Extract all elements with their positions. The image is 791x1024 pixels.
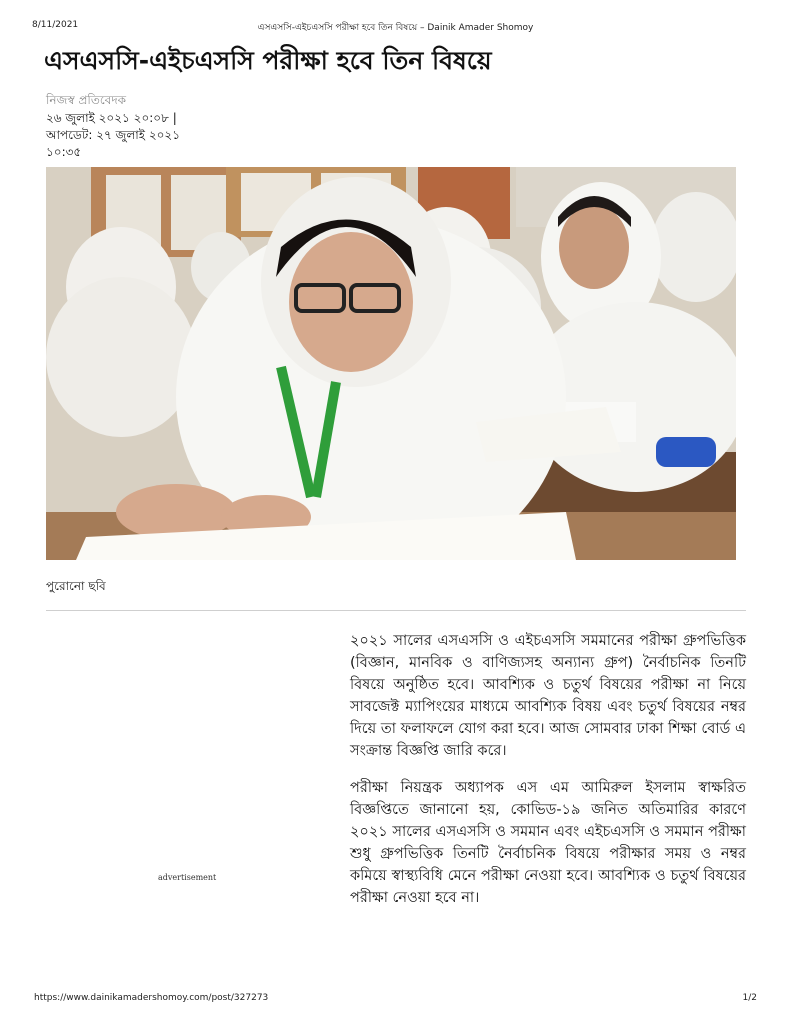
article-paragraph: ২০২১ সালের এসএসসি ও এইচএসসি সমমানের পরীক্ষা গ্রুপভিত্তিক (বিজ্ঞান, মানবিক ও বাণিজ্যসহ অন্যান্য গ্রুপ) নৈর্বাচনিক তিনটি বিষয়ে অনুষ্ঠিত হবে। আবশ্যিক ও চতুর্থ বিষয়ের পরীক্ষা না নিয়ে সাবজেক্ট ম্যাপিংয়ের মাধ্যমে আবশ্যিক বিষয় এবং চতুর্থ বিষয়ের নম্বর দিয়ে তা ফলাফলে যোগ করা হবে। আজ সোমবার ঢাকা শিক্ষা বোর্ড এ সংক্রান্ত বিজ্ঞপ্তি জারি করে। <box>350 633 746 759</box>
updated-time: ১০:৩৫ <box>46 145 82 159</box>
article-photo <box>46 167 736 560</box>
updated-date: আপডেট: ২৭ জুলাই ২০২১ <box>46 128 181 142</box>
advertisement-label: advertisement <box>158 873 217 882</box>
print-date: 8/11/2021 <box>32 20 79 30</box>
article-body <box>46 630 746 924</box>
divider <box>46 610 746 611</box>
article-byline[interactable]: নিজস্ব প্রতিবেদক <box>46 93 127 107</box>
print-page-number: 1/2 <box>742 993 757 1003</box>
print-url[interactable]: https://www.dainikamadershomoy.com/post/327273 <box>34 993 269 1003</box>
article-dates <box>46 110 180 161</box>
image-caption: পুরোনো ছবি <box>46 579 106 593</box>
print-page-title: এসএসসি-এইচএসসি পরীক্ষা হবে তিন বিষয়ে – Dainik Amader Shomoy <box>257 23 534 33</box>
print-header <box>32 20 759 34</box>
article-paragraph: পরীক্ষা নিয়ন্ত্রক অধ্যাপক এস এম আমিরুল ইসলাম স্বাক্ষরিত বিজ্ঞপ্তিতে জানানো হয়, কোভিড-১৯ জনিত অতিমারির কারণে ২০২১ সালের এসএসসি ও সমমান এবং এইচএসসি ও সমমান পরীক্ষা শুধু গ্রুপভিত্তিক তিনটি নৈর্বাচনিক বিষয়ে পরীক্ষার সময় ও নম্বর কমিয়ে স্বাস্থ্যবিধি মেনে পরীক্ষা নেওয়া হবে। আবশ্যিক ও চতুর্থ বিষয়ের পরীক্ষা নেওয়া হবে না। <box>350 780 746 906</box>
exam-hall-photo <box>46 167 736 560</box>
advertisement-slot[interactable] <box>46 630 350 894</box>
print-footer <box>34 993 757 1005</box>
published-date: ২৬ জুলাই ২০২১ ২০:০৮ | <box>46 111 177 125</box>
article-headline: এসএসসি-এইচএসসি পরীক্ষা হবে তিন বিষয়ে <box>44 46 492 75</box>
